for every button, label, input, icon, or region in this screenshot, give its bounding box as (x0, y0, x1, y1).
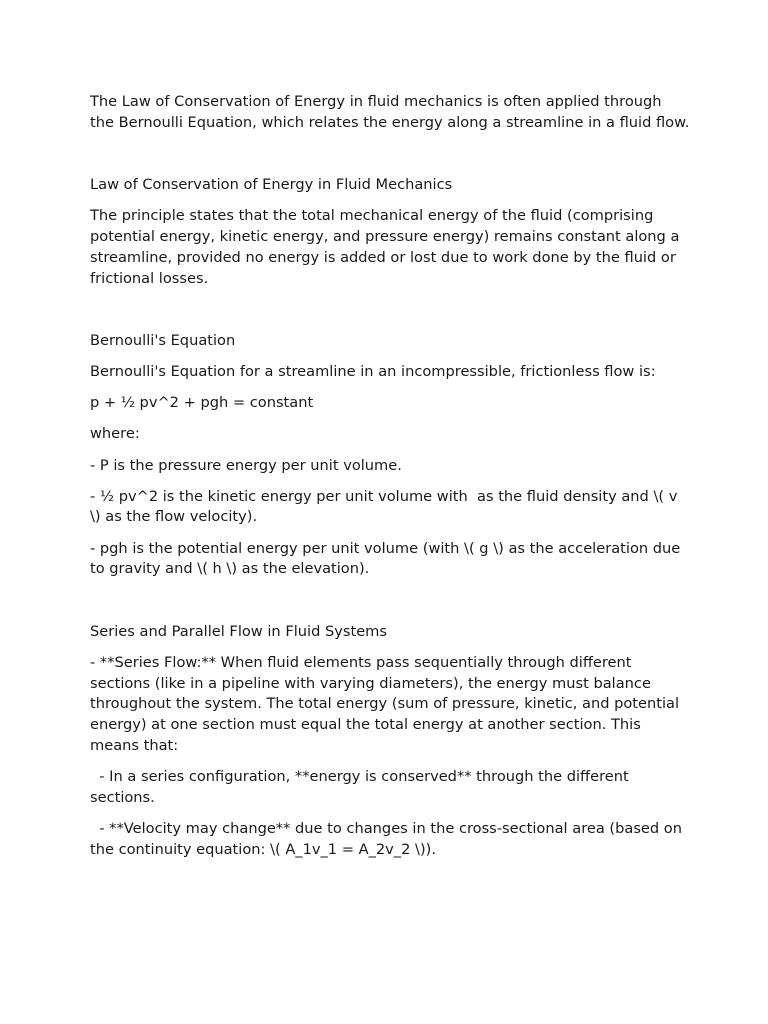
section-spacer (90, 300, 690, 331)
paragraph: Bernoulli's Equation for a streamline in an incompressible, frictionless flow is: (90, 362, 656, 380)
section-series-parallel (90, 622, 690, 861)
equation: p + ½ pv^2 + pgh = constant (90, 394, 314, 412)
paragraph: where: (90, 425, 140, 443)
list-item: - **Series Flow:** When fluid elements pass sequentially through different sections (like in a pipeline with varying diameters), the energy must balance throughout the system. The total energy (sum of pressure, kinetic, and potential energy) at one section must equal the total energy at another section. This means that: (90, 653, 684, 755)
paragraph: The principle states that the total mechanical energy of the fluid (comprising potential energy, kinetic energy, and pressure energy) remains constant along a streamline, provided no energy is added or lost due to work done by the fluid or frictional losses. (90, 207, 685, 287)
list-item: - pgh is the potential energy per unit volume (with \( g \) as the acceleration due to gravity and \( h \) as the elevation). (90, 539, 685, 578)
section-heading: Bernoulli's Equation (90, 331, 236, 349)
list-item: - P is the pressure energy per unit volume. (90, 456, 402, 474)
section-heading: Law of Conservation of Energy in Fluid Mechanics (90, 175, 453, 193)
intro-paragraph: The Law of Conservation of Energy in fluid mechanics is often applied through the Bernoulli Equation, which relates the energy along a streamline in a fluid flow. (90, 93, 690, 131)
list-item: - In a series configuration, **energy is conserved** through the different sections. (90, 768, 634, 807)
list-item: - ½ pv^2 is the kinetic energy per unit volume with as the fluid density and \( v \) as the flow velocity). (90, 487, 682, 526)
section-spacer (90, 144, 690, 175)
document-body (90, 92, 690, 871)
section-spacer (90, 591, 690, 622)
section-conservation (90, 175, 690, 289)
section-heading: Series and Parallel Flow in Fluid Systems (90, 622, 387, 640)
section-bernoulli (90, 331, 690, 581)
list-item: - **Velocity may change** due to changes in the cross-sectional area (based on the continuity equation: \( A_1v_1 = A_2v_2 \)). (90, 820, 687, 858)
